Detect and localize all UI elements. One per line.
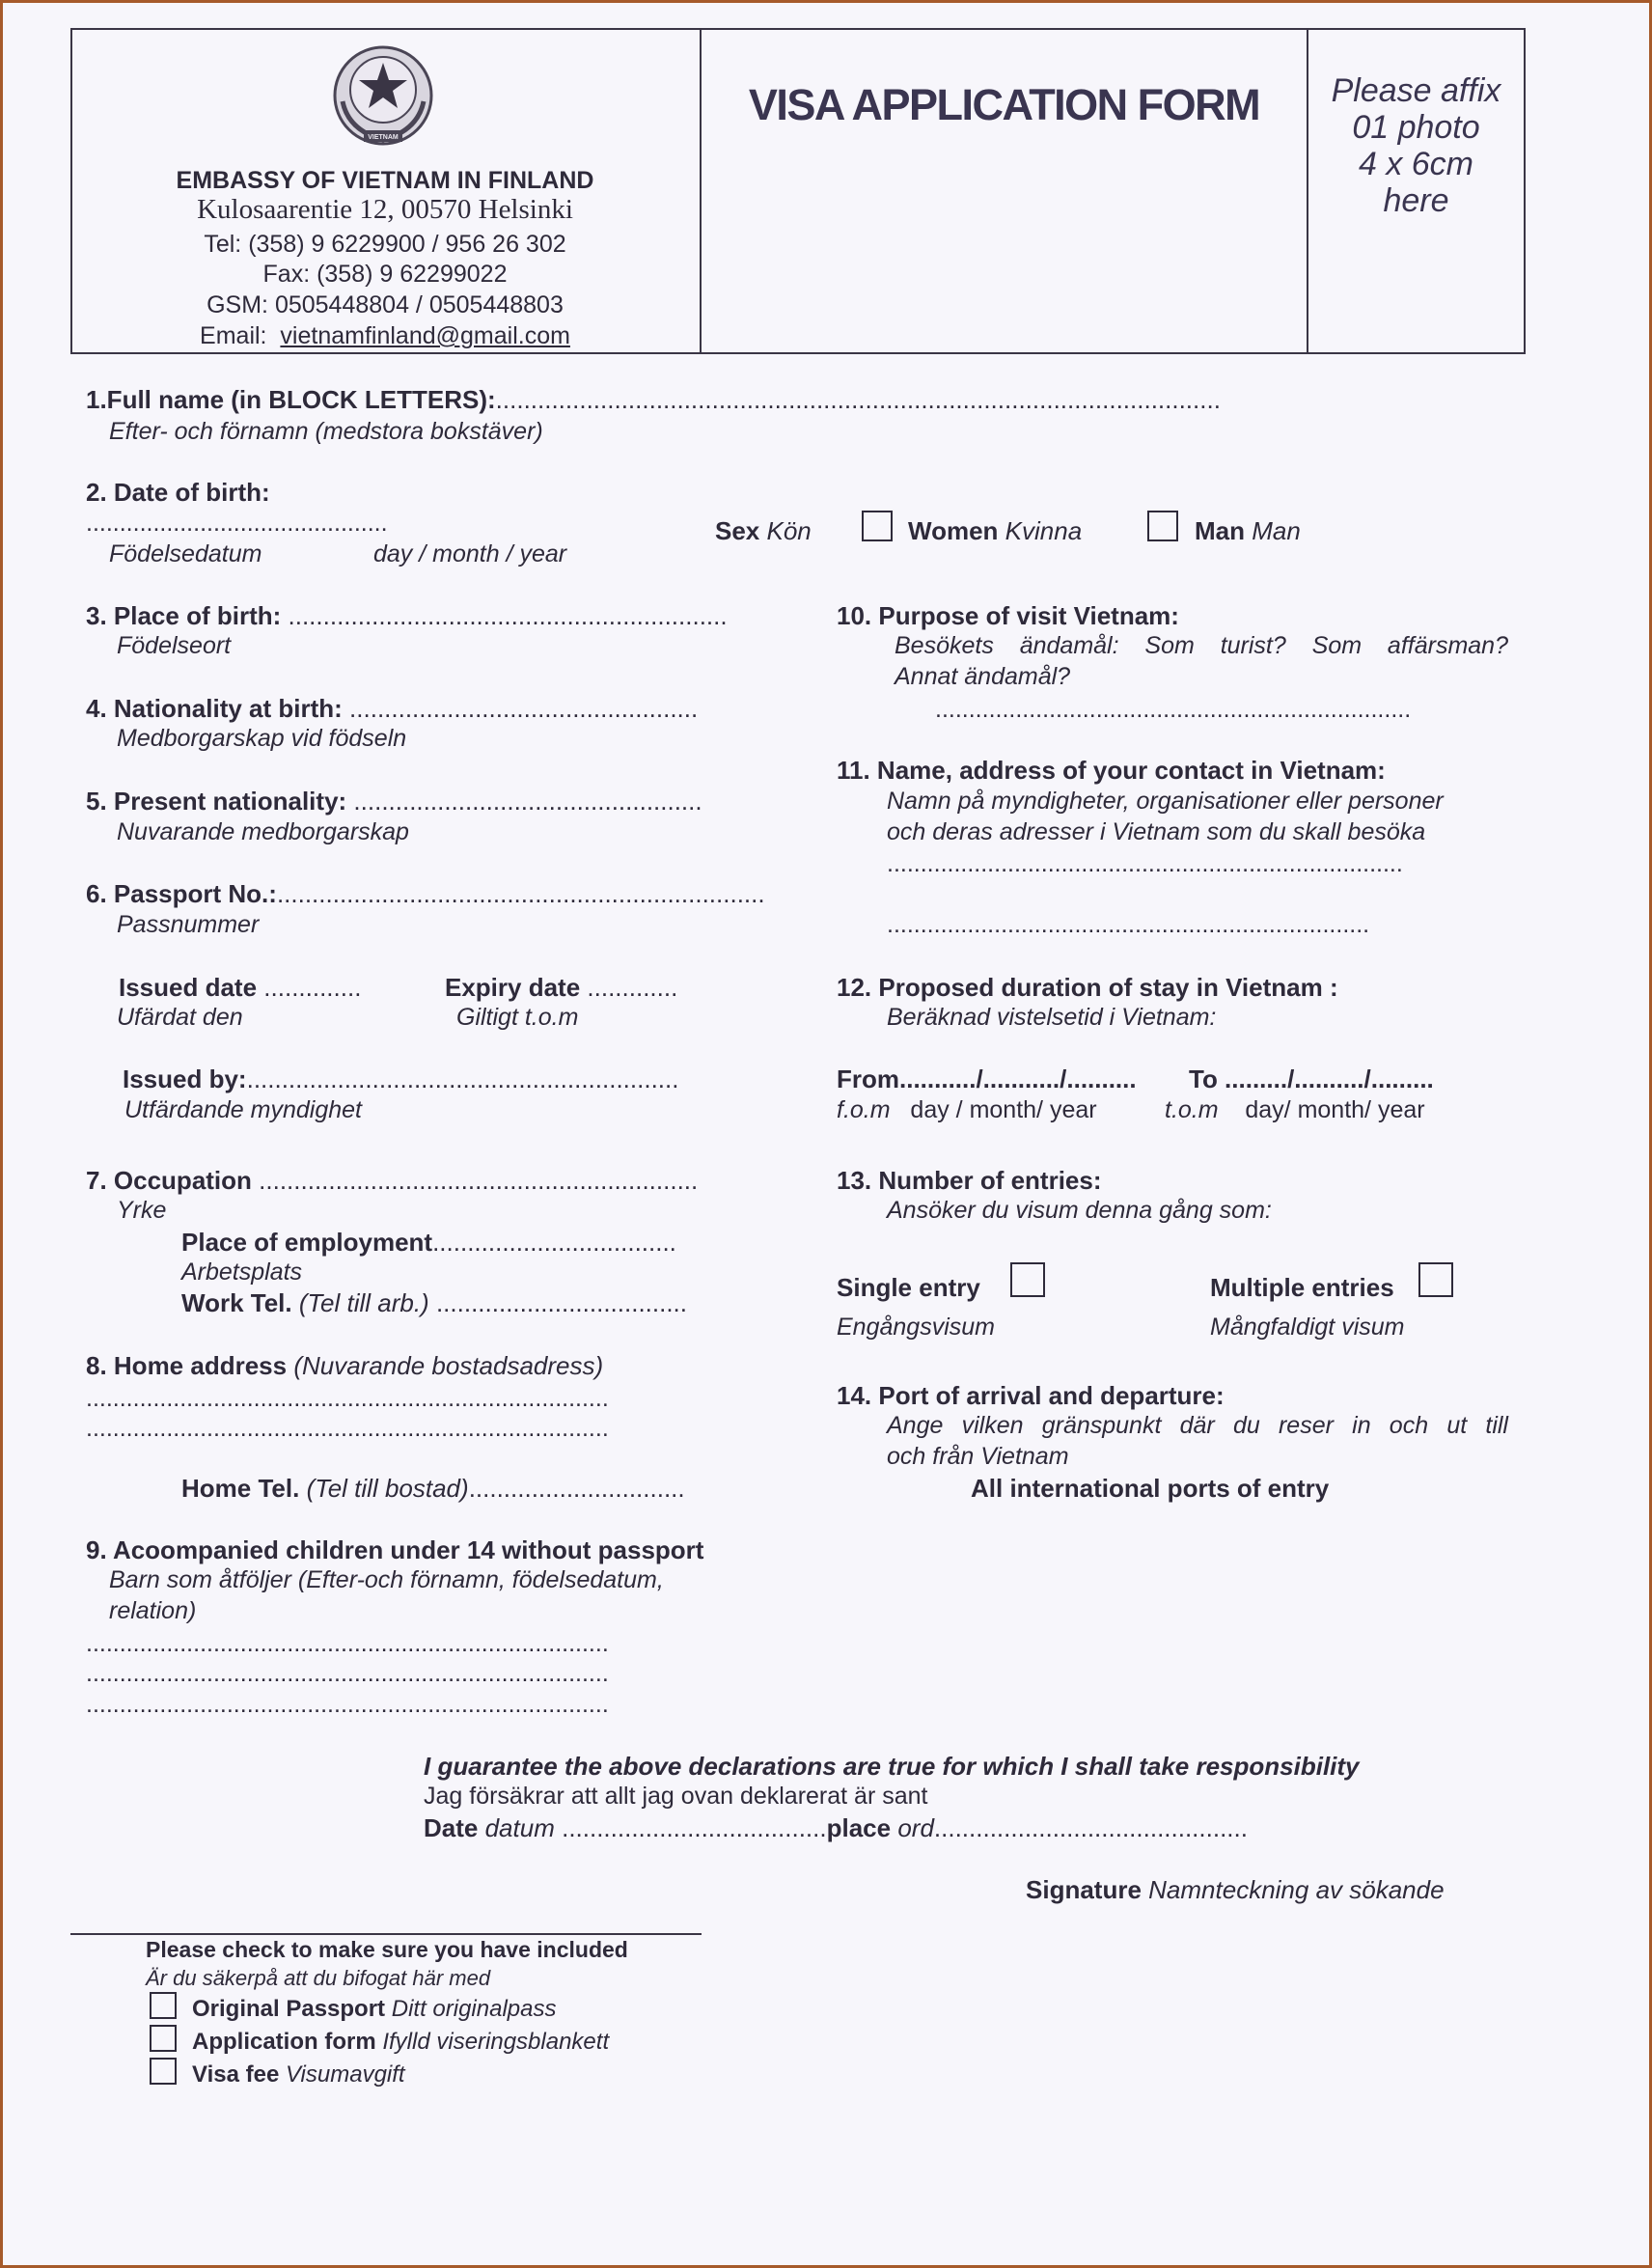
q10-sub-2: Annat ändamål? <box>895 663 1071 690</box>
signature-field[interactable] <box>1026 1875 1445 1905</box>
q7-label: 7. Occupation <box>86 1166 252 1195</box>
email-link[interactable]: vietnamfinland@gmail.com <box>280 322 570 349</box>
q11-sub-1: Namn på myndigheter, organisationer eller personer <box>887 788 1444 815</box>
issued-date-sub: Ufärdat den <box>117 1004 243 1031</box>
checklist-visa-fee-label: Visa fee <box>192 2061 280 2088</box>
q3-place-of-birth[interactable] <box>86 601 728 631</box>
embassy-fax: Fax: (358) 9 62299022 <box>262 261 508 288</box>
q1-full-name[interactable] <box>86 385 1221 415</box>
q11-dots-2[interactable]: ........................................................................ <box>887 911 1370 938</box>
q8-line-1[interactable]: .............................................................................. <box>86 1385 609 1412</box>
signature-label-sv: Namnteckning av sökande <box>1148 1875 1445 1904</box>
form-title: VISA APPLICATION FORM <box>748 80 1260 129</box>
q12-to-field[interactable]: To ........./........../......... <box>1189 1065 1434 1093</box>
photo-line-3: 4 x 6cm <box>1358 146 1474 182</box>
q11-label: 11. Name, address of your contact in Vietnam: <box>837 756 1386 785</box>
man-label: Man <box>1195 516 1245 545</box>
q14-sub-2: och från Vietnam <box>887 1443 1069 1470</box>
q13-label: 13. Number of entries: <box>837 1166 1102 1195</box>
q8-line-2[interactable]: .............................................................................. <box>86 1415 609 1442</box>
embassy-tel: Tel: (358) 9 6229900 / 956 26 302 <box>204 231 566 258</box>
q6-dots: ...................................................................... <box>276 879 765 908</box>
embassy-email-row <box>70 322 700 350</box>
q12-from-sub <box>837 1096 1097 1124</box>
issued-by-dots: .............................................................. <box>246 1065 679 1093</box>
home-tel-dots: ............................... <box>468 1474 685 1503</box>
q4-label: 4. Nationality at birth: <box>86 694 343 723</box>
checklist-application-label-sv: Ifylld viseringsblankett <box>382 2029 610 2055</box>
checklist-item-visa-fee <box>192 2061 405 2088</box>
q7-dots: ............................................................... <box>259 1166 699 1195</box>
q12-from-sub-a: f.o.m <box>837 1096 891 1123</box>
q14-answer: All international ports of entry <box>971 1474 1330 1503</box>
q1-dots: ........................................................................................................ <box>495 385 1221 414</box>
q7-sub: Yrke <box>117 1197 167 1224</box>
women-option <box>908 516 1082 546</box>
q11-dots-1[interactable]: ............................................................................. <box>887 850 1403 877</box>
q11-sub-2: och deras adresser i Vietnam som du skall besöka <box>887 818 1426 845</box>
q5-dots: .................................................. <box>353 787 702 816</box>
q12-label: 12. Proposed duration of stay in Vietnam : <box>837 973 1338 1002</box>
q4-nationality-at-birth[interactable] <box>86 694 698 724</box>
place-label: place <box>826 1813 892 1842</box>
checklist-title-sv: Är du säkerpå att du bifogat här med <box>146 1966 491 1990</box>
q12-to-sub-b: day/ month/ year <box>1245 1096 1425 1123</box>
home-tel-field[interactable] <box>181 1474 685 1504</box>
home-tel-label-sv: (Tel till bostad) <box>306 1474 469 1503</box>
q2-sub-b: day / month / year <box>373 540 567 567</box>
expiry-date-label: Expiry date <box>445 973 581 1002</box>
multiple-entries-checkbox[interactable] <box>1418 1262 1453 1297</box>
checklist-visa-fee-checkbox[interactable] <box>150 2058 177 2085</box>
q6-label: 6. Passport No.: <box>86 879 277 908</box>
work-tel-label: Work Tel. <box>181 1288 292 1317</box>
q2-sub-a: Födelsedatum <box>109 540 262 567</box>
place-dots: ............................................. <box>933 1813 1248 1842</box>
employment-label: Place of employment <box>181 1228 433 1257</box>
q4-sub: Medborgarskap vid födseln <box>117 725 407 752</box>
date-label-sv: datum <box>484 1813 555 1842</box>
signature-label: Signature <box>1026 1875 1142 1904</box>
guarantee-statement-sv: Jag försäkrar att allt jag ovan deklarerat är sant <box>424 1783 928 1810</box>
q3-sub: Födelseort <box>117 632 232 659</box>
checklist-item-passport <box>192 1996 556 2023</box>
photo-line-4: here <box>1383 182 1449 219</box>
women-label: Women <box>908 516 999 545</box>
date-place-row[interactable] <box>424 1813 1248 1843</box>
checklist-visa-fee-label-sv: Visumavgift <box>285 2061 405 2088</box>
single-entry-sub: Engångsvisum <box>837 1314 995 1341</box>
q10-label: 10. Purpose of visit Vietnam: <box>837 601 1179 630</box>
place-of-employment-field[interactable] <box>181 1228 676 1258</box>
q3-dots: ............................................................... <box>288 601 728 630</box>
q9-sub-2: relation) <box>109 1597 197 1624</box>
photo-line-1: Please affix <box>1331 72 1501 109</box>
expiry-date-field[interactable] <box>445 973 677 1003</box>
expiry-date-sub: Giltigt t.o.m <box>456 1004 579 1031</box>
embassy-gsm: GSM: 0505448804 / 0505448803 <box>206 291 564 318</box>
work-tel-dots: .................................... <box>435 1288 688 1317</box>
q9-sub-1: Barn som åtföljer (Efter-och förnamn, födelsedatum, <box>109 1566 664 1593</box>
q8-label-sv: (Nuvarande bostadsadress) <box>293 1351 604 1380</box>
sex-label: Sex <box>715 516 760 545</box>
issued-date-dots: .............. <box>263 973 362 1002</box>
checklist-rule <box>70 1933 702 1935</box>
man-option <box>1195 516 1301 546</box>
q6-passport-no[interactable] <box>86 879 765 909</box>
q9-line-3[interactable]: .............................................................................. <box>86 1691 609 1718</box>
single-entry-checkbox[interactable] <box>1010 1262 1045 1297</box>
issued-by-field[interactable] <box>123 1065 678 1094</box>
q12-from-field[interactable]: From.........../.........../.......... <box>837 1065 1137 1093</box>
q2-dots[interactable]: ............................................. <box>86 510 388 537</box>
home-tel-label: Home Tel. <box>181 1474 300 1503</box>
q8-label: 8. Home address <box>86 1351 288 1380</box>
q1-label: 1.Full name (in BLOCK LETTERS): <box>86 385 496 414</box>
q4-dots: .................................................. <box>349 694 699 723</box>
single-entry-label: Single entry <box>837 1273 980 1302</box>
date-dots: ...................................... <box>562 1813 827 1842</box>
embassy-name: EMBASSY OF VIETNAM IN FINLAND <box>176 167 594 194</box>
work-tel-field[interactable] <box>181 1288 687 1318</box>
issued-by-sub: Utfärdande myndighet <box>124 1096 362 1123</box>
checklist-passport-checkbox[interactable] <box>150 1992 177 2019</box>
q8-home-address <box>86 1351 603 1381</box>
checklist-application-label: Application form <box>192 2029 376 2055</box>
multiple-entries-sub: Mångfaldigt visum <box>1210 1314 1405 1341</box>
q10-dots[interactable]: ....................................................................... <box>935 696 1412 723</box>
sex-row <box>715 516 812 546</box>
q9-line-2[interactable]: .............................................................................. <box>86 1660 609 1687</box>
photo-line-2: 01 photo <box>1352 109 1480 146</box>
employment-dots: ................................... <box>432 1228 676 1257</box>
sex-label-sv: Kön <box>766 516 812 545</box>
q5-present-nationality[interactable] <box>86 787 702 816</box>
q5-sub: Nuvarande medborgarskap <box>117 818 409 845</box>
checklist-passport-label-sv: Ditt originalpass <box>391 1996 557 2022</box>
man-checkbox[interactable] <box>1147 511 1178 541</box>
expiry-date-dots: ............. <box>587 973 678 1002</box>
header-divider-1 <box>700 28 702 354</box>
work-tel-label-sv: (Tel till arb.) <box>298 1288 429 1317</box>
q2-label: 2. Date of birth: <box>86 478 270 507</box>
employment-sub: Arbetsplats <box>181 1258 303 1286</box>
multiple-entries-label: Multiple entries <box>1210 1273 1394 1302</box>
email-label: Email: <box>200 322 267 349</box>
man-label-sv: Man <box>1252 516 1301 545</box>
q5-label: 5. Present nationality: <box>86 787 347 816</box>
q14-sub-1: Ange vilken gränspunkt där du reser in och ut till <box>887 1412 1508 1439</box>
checklist-application-checkbox[interactable] <box>150 2025 177 2052</box>
checklist-item-application <box>192 2029 609 2056</box>
photo-box <box>1308 72 1524 219</box>
embassy-address: Kulosaarentie 12, 00570 Helsinki <box>197 194 573 225</box>
place-label-sv: ord <box>897 1813 934 1842</box>
q7-occupation[interactable] <box>86 1166 698 1196</box>
q14-label: 14. Port of arrival and departure: <box>837 1381 1225 1410</box>
checklist-passport-label: Original Passport <box>192 1996 386 2022</box>
issued-date-label: Issued date <box>119 973 258 1002</box>
q3-label: 3. Place of birth: <box>86 601 282 630</box>
women-label-sv: Kvinna <box>1005 516 1083 545</box>
checklist-title: Please check to make sure you have included <box>146 1937 628 1962</box>
date-label: Date <box>424 1813 479 1842</box>
q12-from-sub-b: day / month/ year <box>910 1096 1097 1123</box>
q9-line-1[interactable]: .............................................................................. <box>86 1630 609 1657</box>
national-emblem-icon <box>329 41 437 155</box>
women-checkbox[interactable] <box>862 511 893 541</box>
guarantee-statement: I guarantee the above declarations are true for which I shall take responsibility <box>424 1752 1360 1781</box>
issued-by-label: Issued by: <box>123 1065 247 1093</box>
header-right-border <box>1524 28 1526 354</box>
q9-label: 9. Acoompanied children under 14 without passport <box>86 1535 704 1564</box>
q6-sub: Passnummer <box>117 911 260 938</box>
q10-sub-1: Besökets ändamål: Som turist? Som affärsman? <box>895 632 1508 659</box>
q12-to-sub <box>1165 1096 1425 1124</box>
issued-date-field[interactable] <box>119 973 361 1003</box>
q13-sub: Ansöker du visum denna gång som: <box>887 1197 1272 1224</box>
q1-sub: Efter- och förnamn (medstora bokstäver) <box>109 418 543 445</box>
q12-to-sub-a: t.o.m <box>1165 1096 1219 1123</box>
q12-sub: Beräknad vistelsetid i Vietnam: <box>887 1004 1217 1031</box>
emblem-text: VIETNAM <box>368 134 399 141</box>
